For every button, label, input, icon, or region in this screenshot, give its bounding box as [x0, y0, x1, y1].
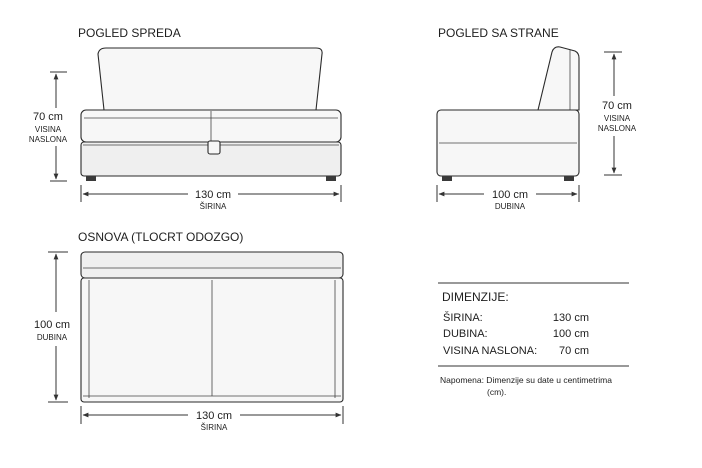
top-view-title: OSNOVA (TLOCRT ODOZGO) [78, 230, 244, 244]
front-view-title: POGLED SPREDA [78, 26, 181, 40]
front-height-label-1: VISINA [34, 125, 62, 134]
front-view [29, 26, 341, 211]
top-depth-value: 100 cm [33, 319, 71, 331]
top-backrest [81, 252, 343, 278]
side-view [437, 26, 637, 211]
front-height-label-2: NASLONA [28, 135, 68, 144]
side-backrest [538, 47, 579, 110]
note-line-1: Napomena: Dimenzije su date u centimetrima [440, 375, 612, 385]
front-width-label: ŠIRINA [199, 202, 227, 211]
side-foot-back [564, 176, 574, 181]
side-depth-value: 100 cm [491, 189, 529, 201]
top-width-value: 130 cm [195, 410, 233, 422]
side-depth-label: DUBINA [494, 202, 526, 211]
spec-value-depth: 100 cm [552, 328, 589, 340]
side-foot-front [442, 176, 452, 181]
top-depth-label: DUBINA [36, 333, 68, 342]
top-width-label: ŠIRINA [200, 423, 228, 432]
spec-label-width: ŠIRINA: [443, 312, 483, 324]
dimensions-heading: DIMENZIJE: [442, 290, 509, 304]
front-pull-tab [208, 141, 220, 154]
side-height-label-2: NASLONA [597, 124, 637, 133]
spec-label-height: VISINA NASLONA: [443, 345, 538, 357]
side-height-label-1: VISINA [603, 114, 631, 123]
top-view [34, 230, 343, 432]
side-view-title: POGLED SA STRANE [438, 26, 559, 40]
front-foot-right [326, 176, 336, 181]
spec-value-height: 70 cm [559, 345, 589, 357]
front-height-value: 70 cm [33, 111, 63, 123]
front-backrest [98, 48, 322, 110]
note-line-2: (cm). [487, 387, 507, 397]
spec-value-width: 130 cm [552, 312, 589, 324]
dimensions-panel [438, 283, 629, 397]
front-foot-left [86, 176, 96, 181]
front-width-value: 130 cm [194, 189, 232, 201]
side-height-value: 70 cm [602, 100, 632, 112]
spec-label-depth: DUBINA: [443, 328, 488, 340]
